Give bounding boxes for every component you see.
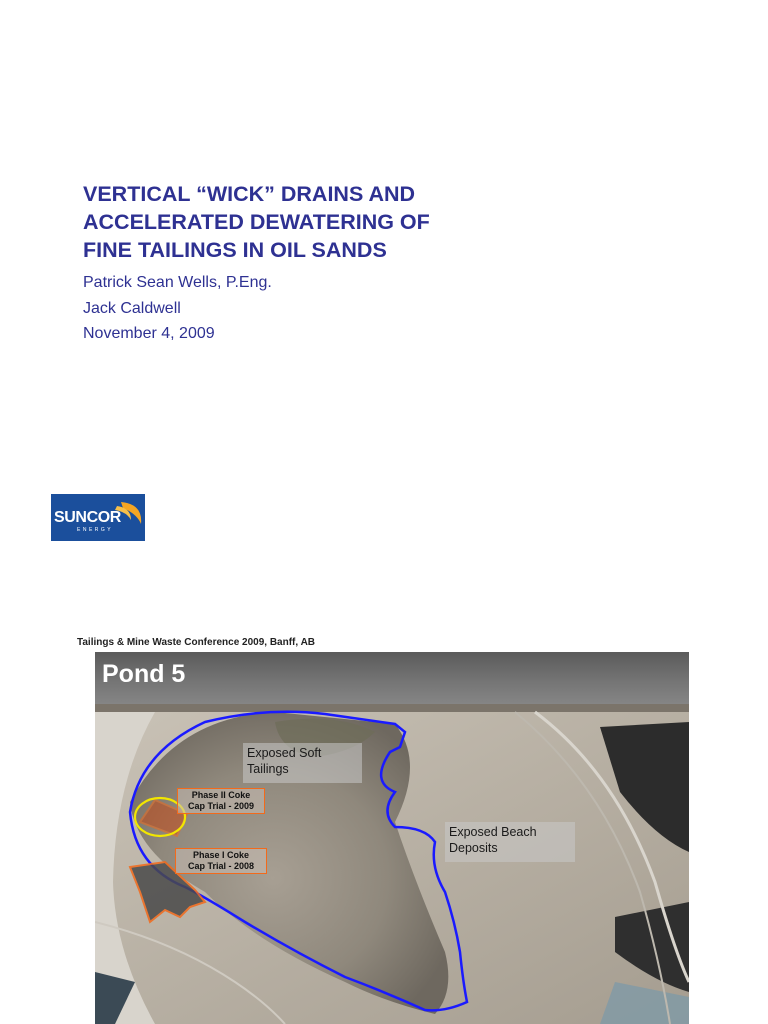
presentation-date: November 4, 2009 — [83, 325, 215, 342]
label-phase1-line-1: Phase I Coke — [192, 850, 250, 860]
label-beach-line-1: Exposed Beach — [449, 825, 537, 839]
label-soft-line-2: Tailings — [247, 762, 289, 776]
label-phase2-line-1: Phase II Coke — [191, 790, 251, 800]
paper-title — [83, 180, 543, 264]
logo-wordmark: SUNCOR — [54, 509, 121, 526]
title-line-3: FINE TAILINGS IN OIL SANDS — [83, 238, 387, 262]
label-beach-line-2: Deposits — [449, 841, 498, 855]
label-phase1-line-2: Cap Trial - 2008 — [187, 861, 255, 871]
conference-caption: Tailings & Mine Waste Conference 2009, Banff, AB — [77, 637, 316, 648]
logo-subtext: ENERGY — [77, 527, 114, 533]
label-phase-ii-coke-cap — [177, 788, 265, 814]
aerial-map-image — [95, 652, 689, 1024]
slide-title: Pond 5 — [102, 660, 186, 688]
label-soft-line-1: Exposed Soft — [247, 746, 322, 760]
author-block — [83, 270, 272, 347]
label-exposed-beach-deposits — [445, 822, 575, 862]
slide-pond-5 — [95, 652, 689, 1024]
label-phase-i-coke-cap — [175, 848, 267, 874]
label-phase2-line-2: Cap Trial - 2009 — [187, 801, 255, 811]
title-line-1: VERTICAL “WICK” DRAINS AND — [83, 182, 416, 206]
author-1: Patrick Sean Wells, P.Eng. — [83, 274, 272, 291]
suncor-logo — [51, 494, 145, 541]
author-2: Jack Caldwell — [83, 299, 181, 317]
title-line-2: ACCELERATED DEWATERING OF — [83, 210, 430, 234]
slide-header-bar — [95, 652, 689, 704]
label-exposed-soft-tailings — [243, 743, 362, 783]
